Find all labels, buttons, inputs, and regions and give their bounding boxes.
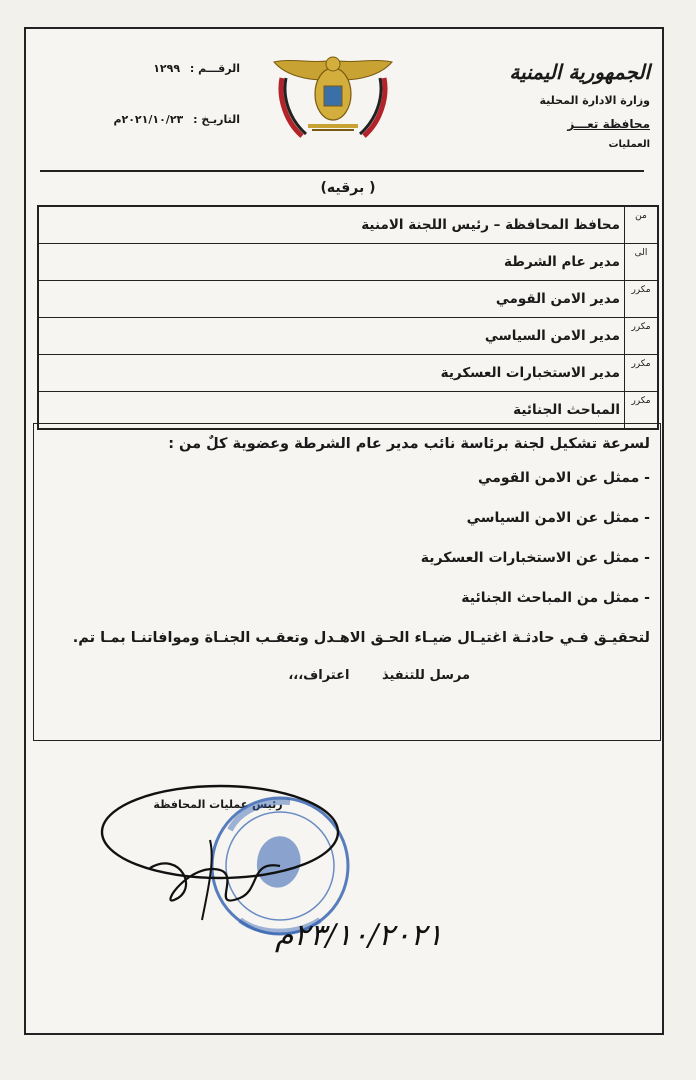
- reference-date-row: [70, 113, 240, 126]
- routing-value: مدير عام الشرطة: [38, 244, 625, 281]
- list-item: - ممثل من المباحث الجنائية: [461, 590, 650, 606]
- signature-and-stamp: [90, 770, 443, 980]
- ministry-name: وزارة الادارة المحلية: [539, 94, 650, 107]
- signature-date: ٢٣/١٠/٢٠٢١م: [275, 918, 443, 953]
- routing-tag: الى: [625, 244, 659, 281]
- header-divider: [40, 170, 644, 172]
- routing-row: [38, 281, 658, 318]
- date-value: ٢٠٢١/١٠/٢٣م: [113, 113, 184, 126]
- routing-tag: من: [625, 206, 659, 244]
- document-type: ( برقيه): [320, 180, 376, 196]
- message-body: [33, 423, 661, 741]
- message-purpose: لتحقيـق فـي حادثـة اغتيـال ضيـاء الحـق الاهـدل وتعقـب الجنـاة وموافاتنـا بمـا تم.: [72, 630, 650, 646]
- routing-tag: مكرر: [625, 318, 659, 355]
- reference-number-row: [70, 62, 240, 75]
- routing-value: مدير الامن القومي: [38, 281, 625, 318]
- list-item: - ممثل عن الامن القومي: [478, 470, 650, 486]
- routing-tag: مكرر: [625, 355, 659, 392]
- routing-value: مدير الامن السياسي: [38, 318, 625, 355]
- routing-tag: مكرر: [625, 281, 659, 318]
- list-item: - ممثل عن الامن السياسي: [466, 510, 650, 526]
- governorate-name: محافظة تعـــز: [567, 117, 650, 131]
- message-closing: [44, 668, 650, 683]
- routing-row: [38, 244, 658, 281]
- yemen-eagle-emblem-icon: [268, 50, 398, 140]
- committee-members-list: [44, 466, 650, 610]
- date-label: التاريـخ :: [193, 113, 240, 126]
- signer-title: رئيس عمليات المحافظة: [153, 798, 283, 811]
- reference-block: [70, 62, 240, 164]
- message-intro: لسرعة تشكيل لجنة برئاسة نائب مدير عام الشرطة وعضوية كلٌ من :: [168, 436, 650, 452]
- routing-row: [38, 355, 658, 392]
- routing-row: [38, 318, 658, 355]
- list-item: - ممثل عن الاستخبارات العسكرية: [420, 550, 650, 566]
- routing-tag: مكرر: [625, 392, 659, 430]
- number-label: الرقـــم :: [189, 62, 240, 75]
- send-note: مرسل للتنفيذ: [381, 668, 470, 683]
- number-value: ١٢٩٩: [153, 62, 181, 75]
- department-name: العمليات: [608, 139, 650, 150]
- routing-table: [37, 205, 659, 430]
- ack-note: اعتراف،،،: [288, 668, 350, 683]
- routing-row: [38, 206, 658, 244]
- routing-value: محافظ المحافظة – رئيس اللجنة الامنية: [38, 206, 625, 244]
- routing-value: مدير الاستخبارات العسكرية: [38, 355, 625, 392]
- routing-value: المباحث الجنائية: [38, 392, 625, 430]
- letterhead-right: [460, 58, 650, 150]
- republic-name: الجمهورية اليمنية: [509, 60, 650, 84]
